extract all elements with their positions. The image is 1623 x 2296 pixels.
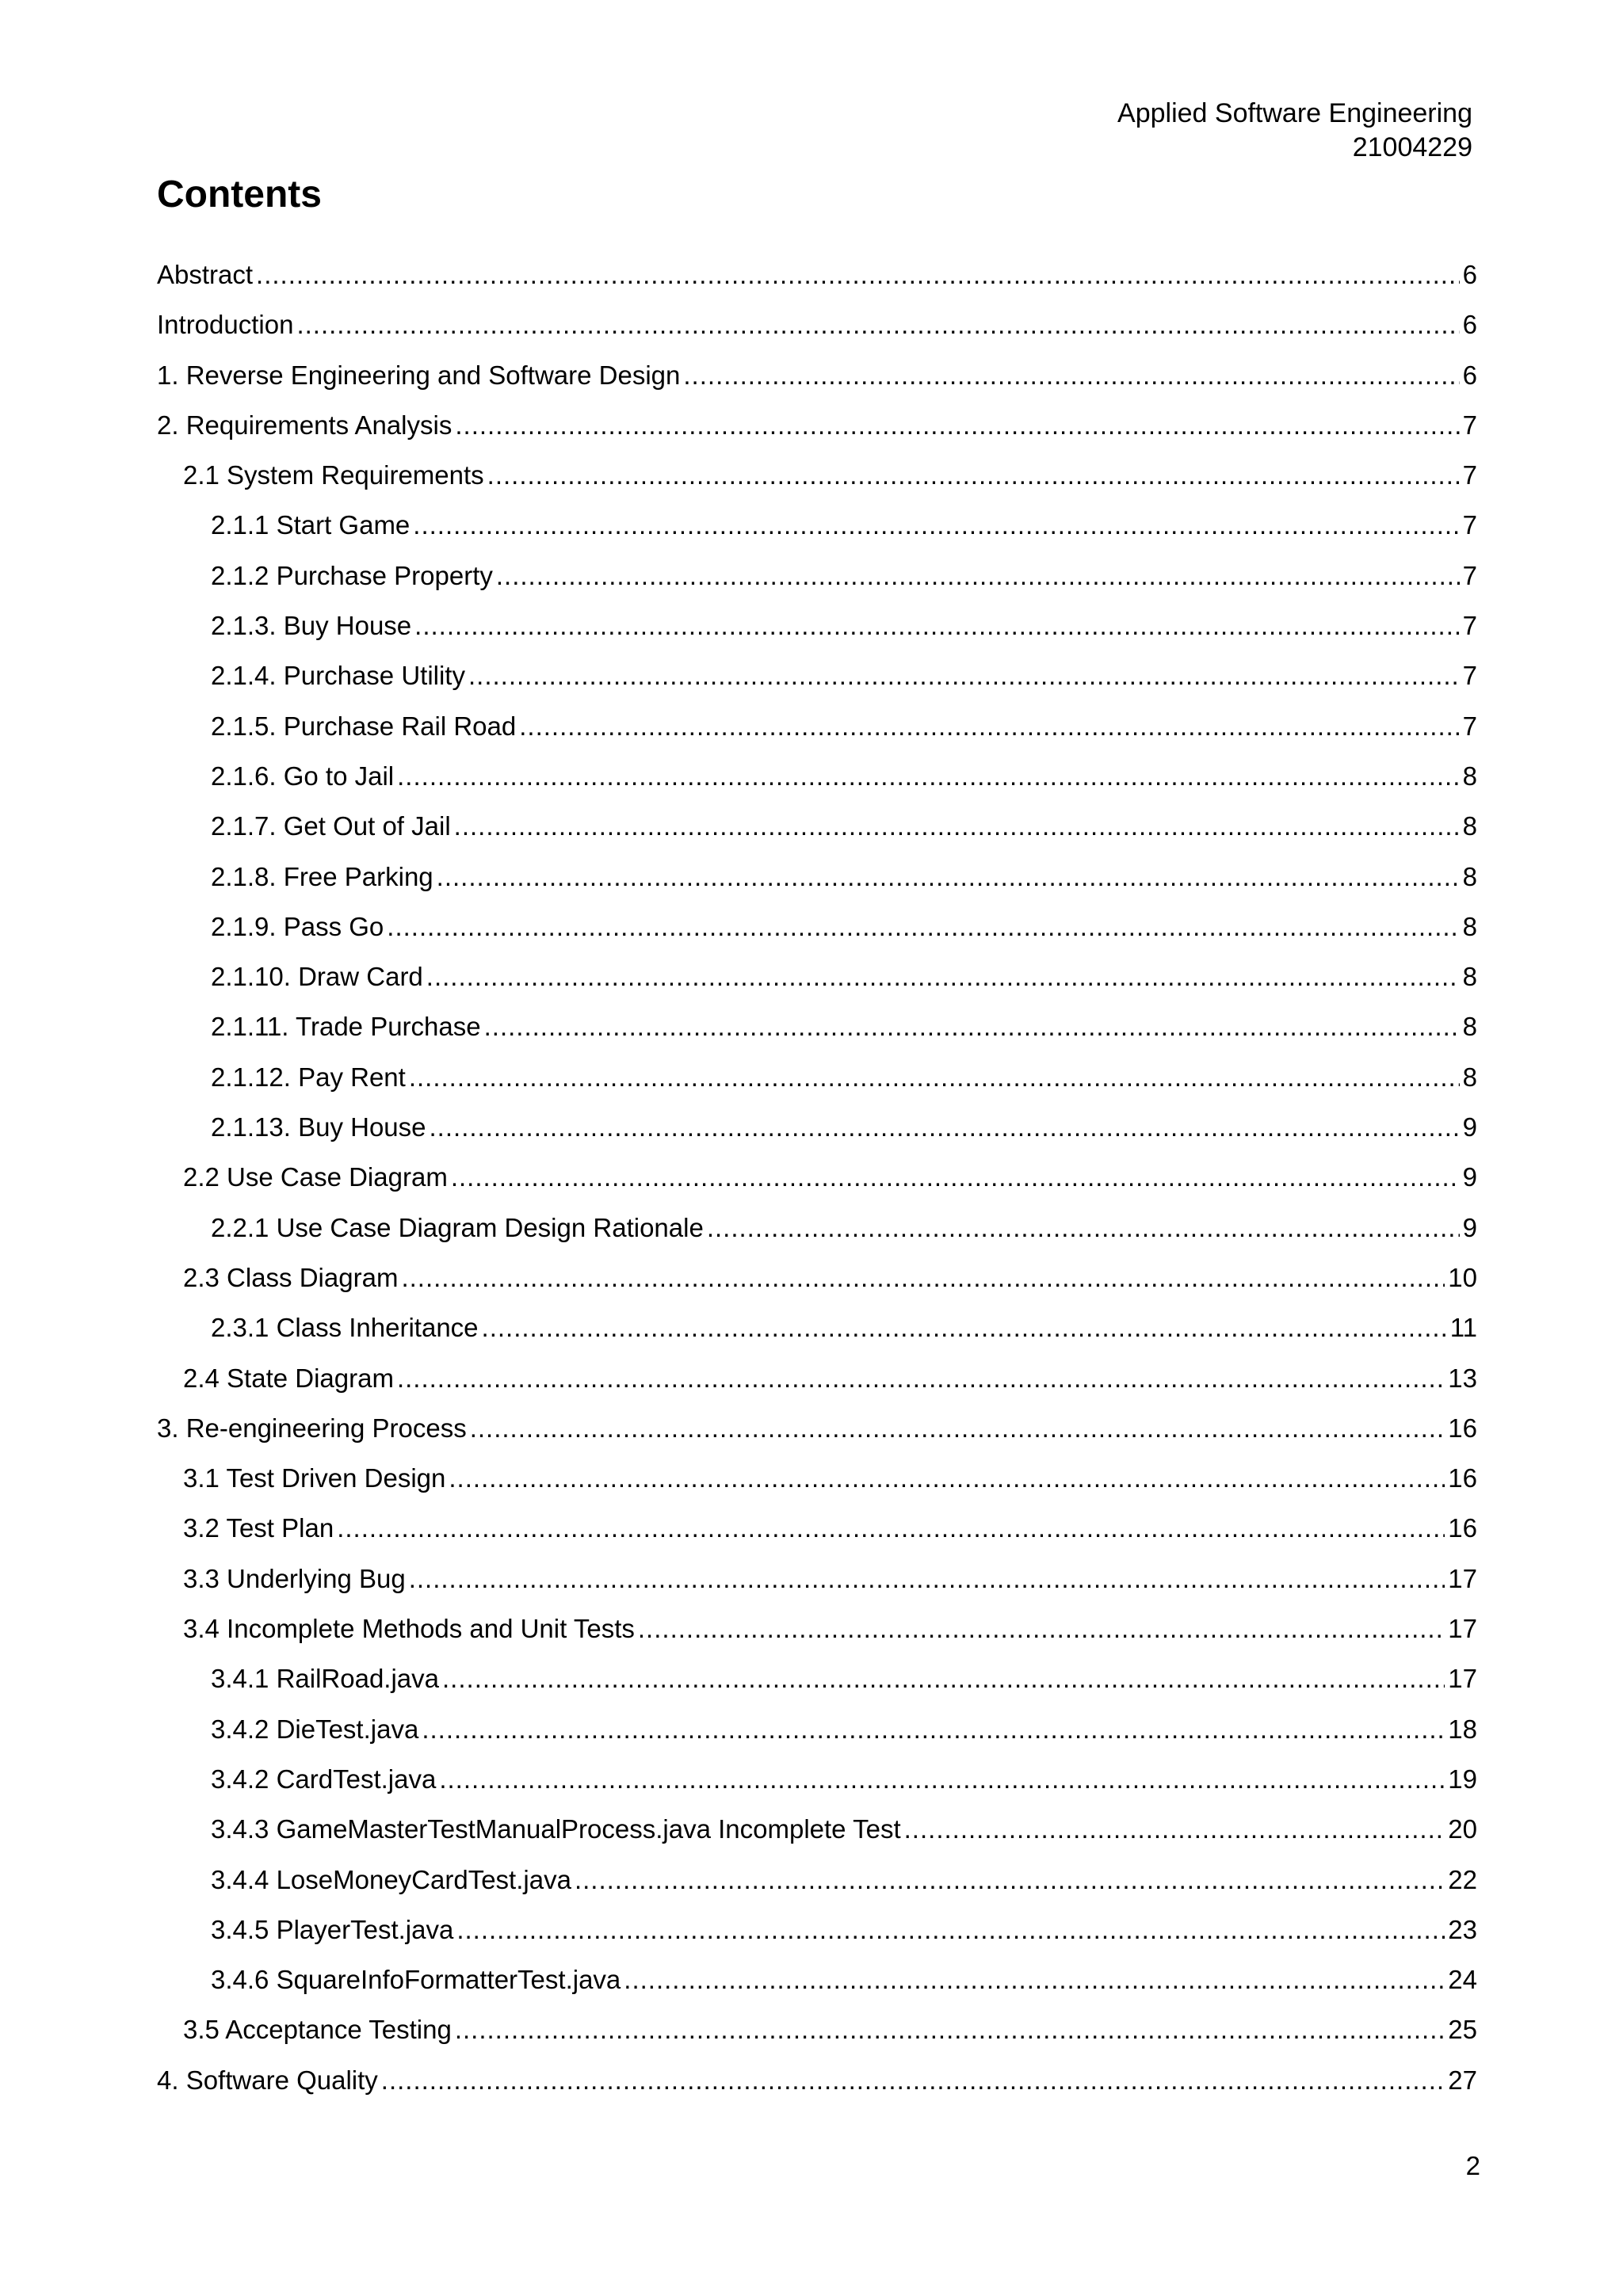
toc-entry-label: 3.4.2 DieTest.java — [211, 1714, 419, 1744]
toc-entry-label: 2.2.1 Use Case Diagram Design Rationale — [211, 1212, 704, 1242]
toc-dot-leader — [451, 1161, 1460, 1193]
toc-entry-page: 7 — [1462, 711, 1477, 741]
toc-entry-label: 2.2 Use Case Diagram — [183, 1162, 448, 1192]
toc-entry-label: 3. Re-engineering Process — [157, 1413, 467, 1443]
toc-entry-label: 2.4 State Diagram — [183, 1363, 394, 1393]
toc-entry-page: 13 — [1448, 1363, 1477, 1393]
toc-entry-page: 9 — [1462, 1112, 1477, 1142]
toc-entry-page: 16 — [1448, 1513, 1477, 1543]
toc-entry[interactable] — [157, 259, 1477, 309]
toc-entry-label: 3.4 Incomplete Methods and Unit Tests — [183, 1614, 635, 1644]
toc-entry[interactable] — [157, 1563, 1477, 1613]
toc-entry-page: 6 — [1462, 360, 1477, 390]
toc-dot-leader — [683, 360, 1459, 391]
toc-entry[interactable] — [157, 2065, 1477, 2115]
toc-dot-leader — [455, 410, 1459, 441]
toc-entry[interactable] — [157, 1011, 1477, 1061]
toc-entry[interactable] — [157, 1914, 1477, 1964]
toc-entry[interactable] — [157, 1212, 1477, 1262]
toc-entry[interactable] — [157, 1262, 1477, 1312]
toc-entry-label: 2.1.7. Get Out of Jail — [211, 811, 451, 841]
toc-entry-label: 3.5 Acceptance Testing — [183, 2015, 452, 2045]
toc-entry-page: 20 — [1448, 1814, 1477, 1844]
toc-entry-label: 2.1.8. Free Parking — [211, 861, 433, 891]
toc-dot-leader — [519, 711, 1459, 742]
toc-entry-label: 3.4.3 GameMasterTestManualProcess.java Incomplete Test — [211, 1814, 901, 1844]
toc-entry-label: 2.1.12. Pay Rent — [211, 1062, 406, 1092]
toc-entry-label: 3.4.1 RailRoad.java — [211, 1664, 440, 1694]
toc-entry-label: 2.1.11. Trade Purchase — [211, 1012, 481, 1042]
toc-dot-leader — [496, 560, 1460, 592]
toc-dot-leader — [409, 1062, 1460, 1093]
toc-entry-page: 19 — [1448, 1764, 1477, 1794]
toc-entry-page: 6 — [1462, 310, 1477, 340]
toc-entry[interactable] — [157, 1161, 1477, 1211]
toc-entry-page: 11 — [1449, 1313, 1477, 1343]
toc-entry[interactable] — [157, 360, 1477, 410]
toc-entry-label: 4. Software Quality — [157, 2065, 378, 2095]
header-course-title: Applied Software Engineering — [1117, 98, 1472, 128]
toc-entry[interactable] — [157, 2014, 1477, 2064]
toc-dot-leader — [456, 1914, 1445, 1946]
toc-entry[interactable] — [157, 761, 1477, 810]
toc-entry-label: 2.1 System Requirements — [183, 460, 484, 490]
toc-entry-label: 2.1.5. Purchase Rail Road — [211, 711, 517, 741]
toc-entry-label: 2.1.13. Buy House — [211, 1112, 426, 1142]
toc-dot-leader — [422, 1714, 1445, 1745]
toc-entry[interactable] — [157, 1613, 1477, 1663]
toc-dot-leader — [707, 1212, 1460, 1244]
toc-entry-page: 7 — [1462, 410, 1477, 440]
toc-entry[interactable] — [157, 1512, 1477, 1562]
toc-dot-leader — [397, 761, 1460, 792]
toc-entry-page: 7 — [1462, 460, 1477, 490]
toc-entry-page: 8 — [1462, 911, 1477, 941]
toc-entry[interactable] — [157, 1764, 1477, 1814]
toc-dot-leader — [409, 1563, 1445, 1595]
toc-entry-page: 7 — [1462, 510, 1477, 540]
toc-entry-label: 3.4.2 CardTest.java — [211, 1764, 437, 1794]
toc-entry-page: 25 — [1448, 2015, 1477, 2045]
toc-entry-page: 16 — [1448, 1413, 1477, 1443]
toc-entry-label: 2.1.1 Start Game — [211, 510, 411, 540]
page-header — [1117, 97, 1472, 165]
toc-entry-page: 22 — [1448, 1864, 1477, 1894]
toc-entry-label: 3.2 Test Plan — [183, 1513, 334, 1543]
toc-entry-page: 18 — [1448, 1714, 1477, 1744]
toc-entry-page: 8 — [1462, 761, 1477, 791]
toc-entry-page: 8 — [1462, 962, 1477, 992]
toc-entry-label: 3.4.5 PlayerTest.java — [211, 1914, 454, 1944]
toc-entry[interactable] — [157, 861, 1477, 911]
toc-entry-label: 2.1.4. Purchase Utility — [211, 661, 465, 691]
toc-entry[interactable] — [157, 610, 1477, 660]
toc-entry[interactable] — [157, 1864, 1477, 1914]
header-student-id: 21004229 — [1352, 132, 1472, 162]
toc-entry[interactable] — [157, 1714, 1477, 1764]
toc-entry-label: 2.1.6. Go to Jail — [211, 761, 395, 791]
toc-entry-page: 7 — [1462, 560, 1477, 590]
toc-dot-leader — [482, 1312, 1447, 1344]
toc-entry-label: 2.3 Class Diagram — [183, 1262, 399, 1292]
toc-dot-leader — [449, 1463, 1445, 1494]
toc-entry-page: 17 — [1448, 1614, 1477, 1644]
toc-dot-leader — [337, 1512, 1445, 1544]
table-of-contents — [157, 259, 1477, 2115]
toc-dot-leader — [296, 309, 1459, 341]
toc-entry[interactable] — [157, 911, 1477, 961]
toc-entry-label: 3.4.4 LoseMoneyCardTest.java — [211, 1864, 571, 1894]
toc-entry[interactable] — [157, 1413, 1477, 1463]
toc-entry-page: 7 — [1462, 661, 1477, 691]
toc-entry[interactable] — [157, 1814, 1477, 1863]
toc-entry[interactable] — [157, 1363, 1477, 1413]
toc-entry[interactable] — [157, 1964, 1477, 2014]
toc-entry-page: 10 — [1448, 1262, 1477, 1292]
toc-dot-leader — [401, 1262, 1445, 1294]
toc-entry-page: 24 — [1448, 1965, 1477, 1995]
toc-entry-page: 8 — [1462, 811, 1477, 841]
toc-entry[interactable] — [157, 410, 1477, 460]
toc-entry[interactable] — [157, 660, 1477, 710]
toc-entry[interactable] — [157, 460, 1477, 509]
toc-entry-page: 7 — [1462, 611, 1477, 641]
toc-entry-label: 3.1 Test Driven Design — [183, 1463, 446, 1493]
toc-entry[interactable] — [157, 1463, 1477, 1512]
toc-entry-page: 23 — [1448, 1914, 1477, 1944]
toc-entry-page: 9 — [1462, 1212, 1477, 1242]
toc-dot-leader — [454, 810, 1460, 842]
toc-entry-label: Abstract — [157, 260, 254, 289]
toc-entry[interactable] — [157, 1062, 1477, 1112]
toc-entry-label: 3.3 Underlying Bug — [183, 1563, 406, 1593]
toc-heading: Contents — [157, 174, 322, 215]
toc-entry-label: 2.1.3. Buy House — [211, 611, 412, 641]
toc-entry-page: 27 — [1448, 2065, 1477, 2095]
toc-dot-leader — [468, 660, 1460, 692]
toc-entry-label: 2. Requirements Analysis — [157, 410, 453, 440]
page-number: 2 — [1465, 2151, 1480, 2180]
toc-entry-label: 2.3.1 Class Inheritance — [211, 1313, 479, 1343]
toc-entry-label: 2.1.9. Pass Go — [211, 911, 384, 941]
toc-dot-leader — [387, 911, 1459, 943]
toc-entry-page: 17 — [1448, 1664, 1477, 1694]
toc-dot-leader — [426, 961, 1460, 993]
toc-dot-leader — [439, 1764, 1445, 1795]
toc-dot-leader — [413, 509, 1459, 541]
toc-entry-page: 17 — [1448, 1563, 1477, 1593]
toc-entry-label: 2.1.2 Purchase Property — [211, 560, 493, 590]
toc-dot-leader — [904, 1814, 1445, 1845]
toc-entry[interactable] — [157, 309, 1477, 359]
toc-entry-page: 8 — [1462, 1012, 1477, 1042]
toc-entry-page: 8 — [1462, 861, 1477, 891]
toc-entry[interactable] — [157, 810, 1477, 860]
toc-dot-leader — [430, 1112, 1460, 1143]
toc-entry-label: Introduction — [157, 310, 294, 340]
toc-entry[interactable] — [157, 560, 1477, 610]
toc-dot-leader — [414, 610, 1459, 642]
toc-dot-leader — [575, 1864, 1445, 1896]
toc-dot-leader — [638, 1613, 1445, 1645]
toc-entry-page: 9 — [1462, 1162, 1477, 1192]
toc-dot-leader — [487, 460, 1460, 491]
toc-dot-leader — [256, 259, 1460, 291]
toc-dot-leader — [455, 2014, 1445, 2046]
toc-entry[interactable] — [157, 961, 1477, 1011]
toc-entry-label: 2.1.10. Draw Card — [211, 962, 423, 992]
toc-entry[interactable] — [157, 711, 1477, 761]
toc-entry[interactable] — [157, 1112, 1477, 1161]
toc-entry[interactable] — [157, 1312, 1477, 1362]
toc-entry-page: 16 — [1448, 1463, 1477, 1493]
toc-dot-leader — [381, 2065, 1445, 2096]
toc-dot-leader — [442, 1663, 1445, 1695]
toc-dot-leader — [624, 1964, 1445, 1996]
toc-entry-label: 1. Reverse Engineering and Software Design — [157, 360, 681, 390]
toc-dot-leader — [397, 1363, 1445, 1394]
toc-entry[interactable] — [157, 509, 1477, 559]
toc-dot-leader — [484, 1011, 1460, 1043]
toc-entry-page: 6 — [1462, 260, 1477, 289]
toc-dot-leader — [437, 861, 1460, 893]
toc-entry[interactable] — [157, 1663, 1477, 1713]
toc-dot-leader — [470, 1413, 1445, 1444]
toc-entry-page: 8 — [1462, 1062, 1477, 1092]
toc-entry-label: 3.4.6 SquareInfoFormatterTest.java — [211, 1965, 621, 1995]
